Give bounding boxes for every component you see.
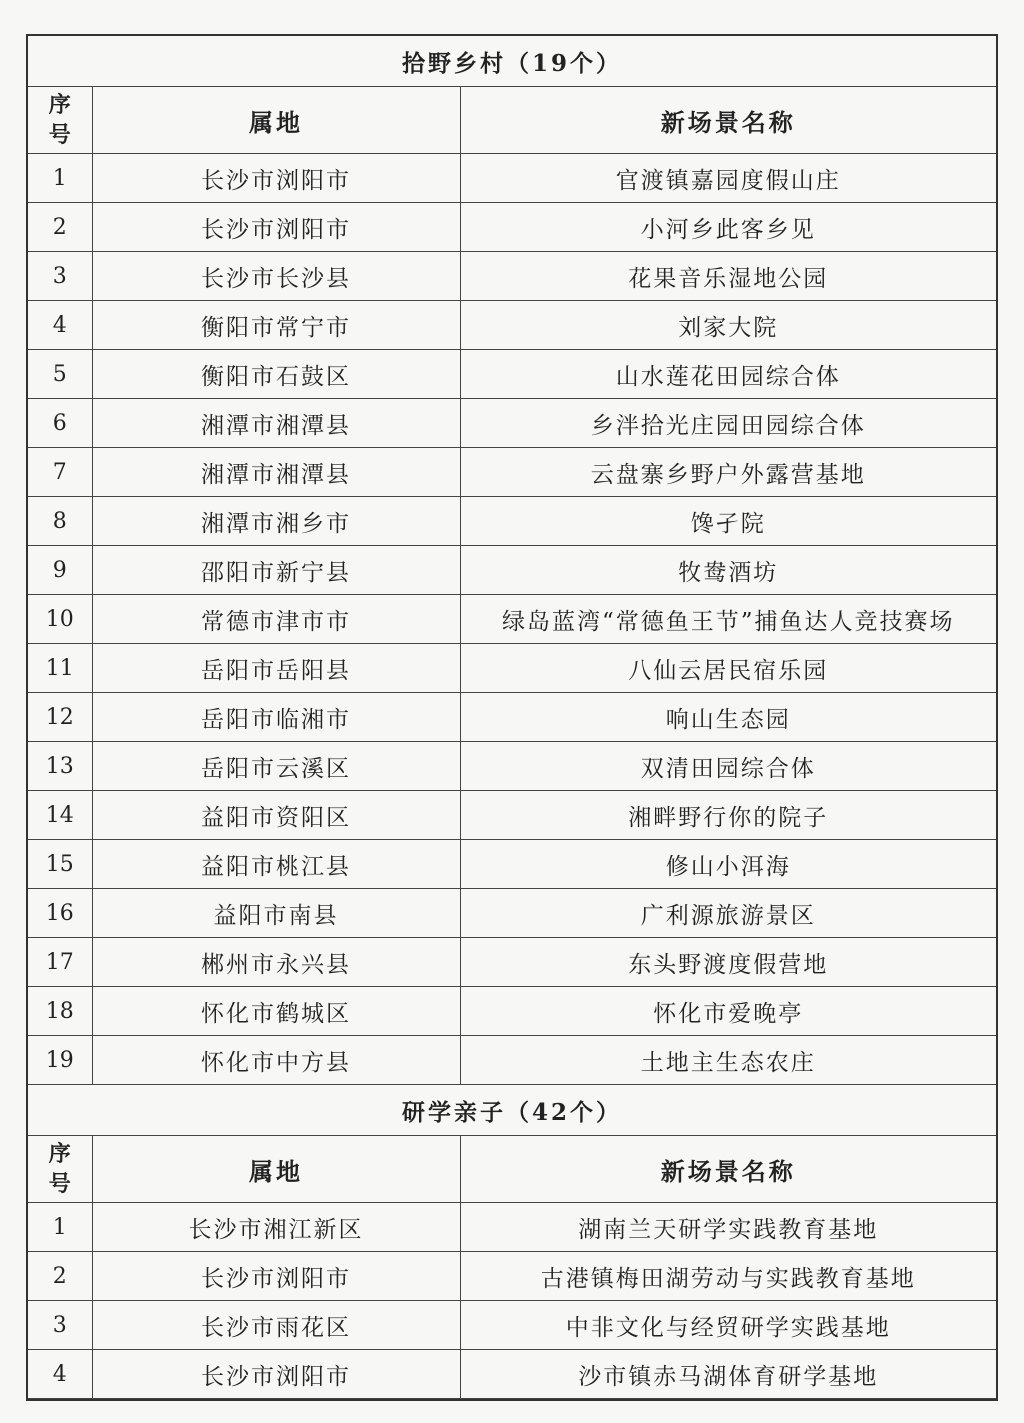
serial-number-cell: 1 — [28, 1203, 92, 1252]
table-row — [28, 1301, 996, 1350]
location-cell: 怀化市鹤城区 — [92, 987, 460, 1036]
table-row — [28, 595, 996, 644]
section-title-row — [28, 1085, 996, 1136]
serial-number-cell: 15 — [28, 840, 92, 889]
location-cell: 岳阳市云溪区 — [92, 742, 460, 791]
serial-number-cell: 8 — [28, 497, 92, 546]
location-cell: 益阳市桃江县 — [92, 840, 460, 889]
location-cell: 长沙市浏阳市 — [92, 203, 460, 252]
location-cell: 益阳市资阳区 — [92, 791, 460, 840]
serial-number-cell: 4 — [28, 1350, 92, 1399]
header-scene-name: 新场景名称 — [460, 87, 996, 154]
table-row — [28, 448, 996, 497]
serial-number-cell: 16 — [28, 889, 92, 938]
location-cell: 怀化市中方县 — [92, 1036, 460, 1085]
scene-name-cell: 花果音乐湿地公园 — [460, 252, 996, 301]
serial-number-cell: 12 — [28, 693, 92, 742]
scene-name-cell: 云盘寨乡野户外露营基地 — [460, 448, 996, 497]
scene-name-cell: 山水莲花田园综合体 — [460, 350, 996, 399]
table-row — [28, 252, 996, 301]
serial-number-cell: 11 — [28, 644, 92, 693]
scene-name-cell: 广利源旅游景区 — [460, 889, 996, 938]
section-title: 研学亲子（42个） — [28, 1085, 996, 1136]
table-row — [28, 644, 996, 693]
table-row — [28, 1036, 996, 1085]
table-row — [28, 350, 996, 399]
scene-name-cell: 小河乡此客乡见 — [460, 203, 996, 252]
scene-name-cell: 双清田园综合体 — [460, 742, 996, 791]
scenes-table — [28, 36, 996, 1399]
table-row — [28, 546, 996, 595]
section-title: 拾野乡村（19个） — [28, 36, 996, 87]
location-cell: 长沙市浏阳市 — [92, 154, 460, 203]
location-cell: 岳阳市岳阳县 — [92, 644, 460, 693]
location-cell: 长沙市浏阳市 — [92, 1252, 460, 1301]
location-cell: 湘潭市湘潭县 — [92, 448, 460, 497]
header-scene-name: 新场景名称 — [460, 1136, 996, 1203]
serial-number-cell: 2 — [28, 203, 92, 252]
location-cell: 长沙市长沙县 — [92, 252, 460, 301]
table-row — [28, 1350, 996, 1399]
header-serial-number: 序 号 — [28, 1136, 92, 1203]
scene-name-cell: 古港镇梅田湖劳动与实践教育基地 — [460, 1252, 996, 1301]
serial-number-cell: 17 — [28, 938, 92, 987]
serial-number-cell: 7 — [28, 448, 92, 497]
scene-name-cell: 牧鸯酒坊 — [460, 546, 996, 595]
location-cell: 邵阳市新宁县 — [92, 546, 460, 595]
serial-number-cell: 18 — [28, 987, 92, 1036]
serial-number-cell: 10 — [28, 595, 92, 644]
location-cell: 衡阳市常宁市 — [92, 301, 460, 350]
scene-name-cell: 绿岛蓝湾“常德鱼王节”捕鱼达人竞技赛场 — [460, 595, 996, 644]
location-cell: 常德市津市市 — [92, 595, 460, 644]
location-cell: 长沙市湘江新区 — [92, 1203, 460, 1252]
scene-name-cell: 东头野渡度假营地 — [460, 938, 996, 987]
header-location: 属地 — [92, 87, 460, 154]
document-table-container — [26, 34, 998, 1401]
table-row — [28, 154, 996, 203]
location-cell: 益阳市南县 — [92, 889, 460, 938]
serial-number-cell: 3 — [28, 252, 92, 301]
scene-name-cell: 沙市镇赤马湖体育研学基地 — [460, 1350, 996, 1399]
scene-name-cell: 中非文化与经贸研学实践基地 — [460, 1301, 996, 1350]
table-row — [28, 987, 996, 1036]
serial-number-cell: 2 — [28, 1252, 92, 1301]
location-cell: 岳阳市临湘市 — [92, 693, 460, 742]
table-row — [28, 301, 996, 350]
table-row — [28, 938, 996, 987]
table-row — [28, 1203, 996, 1252]
serial-number-cell: 14 — [28, 791, 92, 840]
serial-number-cell: 6 — [28, 399, 92, 448]
table-row — [28, 1252, 996, 1301]
serial-number-cell: 3 — [28, 1301, 92, 1350]
serial-number-cell: 9 — [28, 546, 92, 595]
location-cell: 郴州市永兴县 — [92, 938, 460, 987]
scene-name-cell: 湘畔野行你的院子 — [460, 791, 996, 840]
scene-name-cell: 修山小洱海 — [460, 840, 996, 889]
location-cell: 衡阳市石鼓区 — [92, 350, 460, 399]
location-cell: 长沙市浏阳市 — [92, 1350, 460, 1399]
table-row — [28, 399, 996, 448]
table-row — [28, 791, 996, 840]
table-row — [28, 742, 996, 791]
table-row — [28, 889, 996, 938]
table-row — [28, 203, 996, 252]
scene-name-cell: 八仙云居民宿乐园 — [460, 644, 996, 693]
table-header-row — [28, 87, 996, 154]
serial-number-cell: 19 — [28, 1036, 92, 1085]
scene-name-cell: 乡泮拾光庄园田园综合体 — [460, 399, 996, 448]
header-location: 属地 — [92, 1136, 460, 1203]
serial-number-cell: 13 — [28, 742, 92, 791]
table-header-row — [28, 1136, 996, 1203]
scene-name-cell: 土地主生态农庄 — [460, 1036, 996, 1085]
serial-number-cell: 4 — [28, 301, 92, 350]
table-row — [28, 693, 996, 742]
table-row — [28, 497, 996, 546]
serial-number-cell: 5 — [28, 350, 92, 399]
location-cell: 湘潭市湘潭县 — [92, 399, 460, 448]
location-cell: 长沙市雨花区 — [92, 1301, 460, 1350]
scene-name-cell: 响山生态园 — [460, 693, 996, 742]
scene-name-cell: 湖南兰天研学实践教育基地 — [460, 1203, 996, 1252]
location-cell: 湘潭市湘乡市 — [92, 497, 460, 546]
section-title-row — [28, 36, 996, 87]
scene-name-cell: 馋孑院 — [460, 497, 996, 546]
scene-name-cell: 官渡镇嘉园度假山庄 — [460, 154, 996, 203]
table-row — [28, 840, 996, 889]
header-serial-number: 序 号 — [28, 87, 92, 154]
scene-name-cell: 怀化市爱晚亭 — [460, 987, 996, 1036]
serial-number-cell: 1 — [28, 154, 92, 203]
scene-name-cell: 刘家大院 — [460, 301, 996, 350]
